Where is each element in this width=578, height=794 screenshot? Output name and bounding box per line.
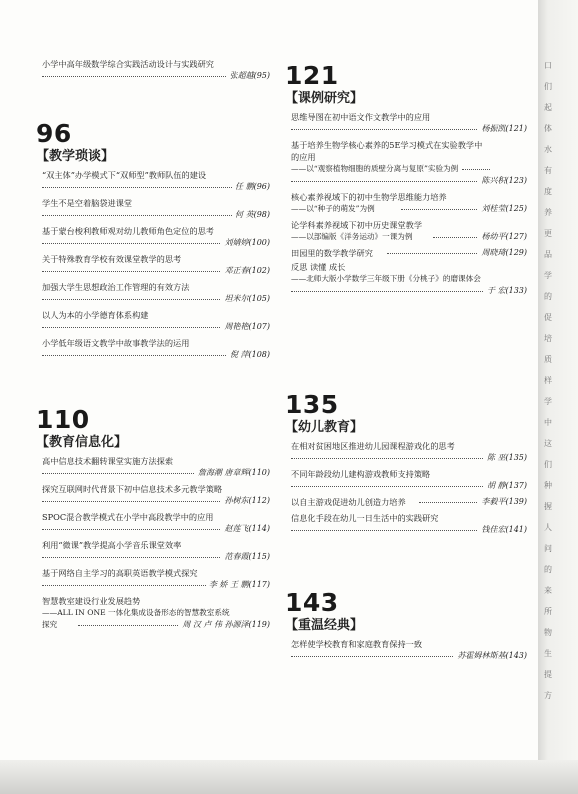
facing-page-glyph: 有 [544,166,552,175]
entry-author: 何 英(98) [232,209,270,221]
entry-author-line [42,209,270,221]
section-title: 【课例研究】 [285,91,364,106]
entry-author: 李 娇 王 鹏(117) [206,579,270,591]
facing-page-glyph: 这 [544,439,552,448]
facing-page-glyph: 物 [544,628,552,637]
entry-author: 坦米尔(105) [221,293,270,305]
entry-author-line [42,349,270,361]
entry-author-line [291,123,527,135]
entry-title: 探究互联网时代背景下初中信息技术多元教学策略 [42,484,223,494]
section-number: 96 [36,119,72,148]
facing-page-glyph: 促 [544,313,552,322]
facing-page-glyph: 提 [544,670,552,679]
entry-title: 利用“微课”教学提高小学音乐课堂效率 [42,540,182,550]
entry-subtitle-continuation: 探究 [42,620,58,629]
facing-page-glyph: 中 [544,418,552,427]
entry-title: 核心素养视域下的初中生物学思维能力培养 [291,192,447,202]
entry-author-line [42,467,270,479]
entry-author-line [42,523,270,535]
entry-author-line [291,175,527,187]
section-title: 【重温经典】 [285,618,364,633]
entry-list [36,455,270,631]
entry-author: 范春霞(115) [221,551,270,563]
entry-author: 于 宏(133) [484,285,527,297]
entry-subtitle: ——以部编版《洋务运动》一课为例 [291,232,413,241]
facing-page-glyph: 水 [544,145,552,154]
entry-author-line [291,247,527,259]
entry-subtitle: ——以“观察植物细胞的质壁分离与复原”实验为例 [291,163,527,175]
entry-author-line [42,265,270,277]
facing-page-glyph: 的 [544,565,552,574]
facing-page-glyph: 更 [544,229,552,238]
entry-subtitle: ——北师大版小学数学三年级下册《分桃子》的磨课体会 [291,274,481,283]
entry-author: 陈兴积(123) [478,175,527,187]
entry-author-line [42,293,270,305]
facing-page-glyph: 养 [544,208,552,217]
entry-title: 以自主游戏促进幼儿创造力培养 [291,497,406,507]
entry-title: SPOC混合教学模式在小学中高段教学中的应用 [42,512,214,522]
facing-page-glyph: 样 [544,376,552,385]
entry-title: 高中信息技术翻转课堂实施方法探索 [42,456,174,466]
entry-author: 赵莲飞(114) [221,523,270,535]
section-135 [285,392,527,540]
entry-author-line [42,70,270,82]
entry-author: 孙树东(112) [221,495,270,507]
entry-author-line [42,619,270,631]
facing-page-glyph: 所 [544,607,552,616]
entry-author-line [291,496,527,508]
entry-author: 李毅平(139) [478,496,527,508]
section-96 [36,121,270,365]
section-143 [285,590,527,666]
entry-title: 加强大学生思想政治工作管理的有效方法 [42,282,190,292]
entry-author: 刘婧婷(100) [221,237,270,249]
facing-page-glyph: 人 [544,523,552,532]
entry-list [285,638,527,662]
entry-title: “双主体”办学模式下“双师型”教师队伍的建设 [42,170,207,180]
facing-page-glyph: 问 [544,544,552,553]
entry-author: 苏霍姆林斯基(143) [454,650,527,662]
entry-author: 周晓琦(129) [478,247,527,259]
entry-title: 怎样使学校教育和家庭教育保持一致 [291,639,423,649]
section-number: 143 [285,588,339,617]
entry-author: 周 汉 卢 伟 孙源泽(119) [179,619,270,631]
entry-author-line [42,551,270,563]
entry-author-line [42,321,270,333]
entry-title: 思维导图在初中语文作文教学中的应用 [291,112,431,122]
facing-page-glyph: 来 [544,586,552,595]
entry-list [285,111,527,297]
facing-page-glyph: 口 [544,61,552,70]
facing-page-glyph: 们 [544,82,552,91]
entry-title: 田园里的数学教学研究 [291,248,373,258]
facing-page-glyph: 学 [544,397,552,406]
section-number: 135 [285,390,339,419]
facing-page-edge [538,0,578,794]
entry-title: 小学中高年级数学综合实践活动设计与实践研究 [42,59,214,69]
section-title: 【教育信息化】 [36,435,128,450]
facing-page-glyph: 方 [544,691,552,700]
entry-title: 基于蒙台梭利教师观对幼儿教师角色定位的思考 [42,226,214,236]
entry-title: 信息化手段在幼儿一日生活中的实践研究 [291,513,439,523]
entry-author-line [42,579,270,591]
entry-author: 陈 巫(135) [484,452,527,464]
entry-subtitle: ——以“种子的萌发”为例 [291,204,375,213]
entry-author: 刘桂莹(125) [478,203,527,215]
entry-title: 以人为本的小学德育体系构建 [42,310,149,320]
entry-title: 关于特殊教育学校有效课堂教学的思考 [42,254,182,264]
entry-title: 反思 读懂 成长 [291,262,346,272]
section-title: 【幼儿教育】 [285,420,364,435]
facing-page-glyph: 体 [544,124,552,133]
section-110 [36,407,270,635]
entry-author: 任 鹏(96) [232,181,270,193]
entry-author: 张超越(95) [227,70,270,82]
entry-author-line [291,480,527,492]
entry-title-continuation: 的应用 [291,152,316,162]
entry-title: 基于网络自主学习的高职英语教学模式探究 [42,568,198,578]
entry-author-line [42,495,270,507]
entry-title: 智慧教室建设行业发展趋势 [42,596,141,606]
facing-page-glyph: 们 [544,460,552,469]
entry-author-line [42,181,270,193]
entry-author: 邓正春(102) [221,265,270,277]
entry-title: 不同年龄段幼儿建构游戏教师支持策略 [291,469,431,479]
entry-author-line [42,237,270,249]
facing-page-glyph: 种 [544,481,552,490]
entry-author-line [291,650,527,662]
facing-page-glyph: 生 [544,649,552,658]
facing-page-glyph: 质 [544,355,552,364]
entry-list [36,169,270,361]
entry-author: 倪 萍(108) [227,349,270,361]
facing-page-glyph: 品 [544,250,552,259]
entry-list [285,440,527,536]
entry-author-line [291,285,527,297]
entry-author: 杨振凯(121) [478,123,527,135]
top-entry [42,58,270,86]
entry-author-line [291,203,527,215]
facing-page-glyph: 学 [544,271,552,280]
entry-author: 周艳艳(107) [221,321,270,333]
entry-title: 在相对贫困地区推进幼儿园课程游戏化的思考 [291,441,455,451]
entry-author: 詹海潮 唐章辉(110) [195,467,270,479]
entry-author: 钱佳宏(141) [478,524,527,536]
entry-subtitle: ——ALL IN ONE 一体化集成设备形态的智慧教室系统 [42,608,230,617]
section-121 [285,63,527,301]
entry-author: 胡 静(137) [484,480,527,492]
facing-page-glyph: 培 [544,334,552,343]
facing-page-glyph: 起 [544,103,552,112]
entry-author-line [291,524,527,536]
entry-author-line [291,452,527,464]
entry-title: 小学低年级语文教学中故事教学法的运用 [42,338,190,348]
section-number: 121 [285,61,339,90]
entry-title: 基于培养生物学核心素养的5E学习模式在实验教学中 [291,140,483,150]
entry-author-line [291,231,527,243]
facing-page-glyph: 度 [544,187,552,196]
facing-page-glyph: 的 [544,292,552,301]
facing-page-glyph: 握 [544,502,552,511]
entry-title: 学生不是空着脑袋进课堂 [42,198,133,208]
section-title: 【教学琐谈】 [36,149,115,164]
section-number: 110 [36,405,90,434]
page-bottom-shadow [0,760,578,794]
entry-title: 论学科素养视域下初中历史课堂教学 [291,220,423,230]
entry-author: 杨幼平(127) [478,231,527,243]
